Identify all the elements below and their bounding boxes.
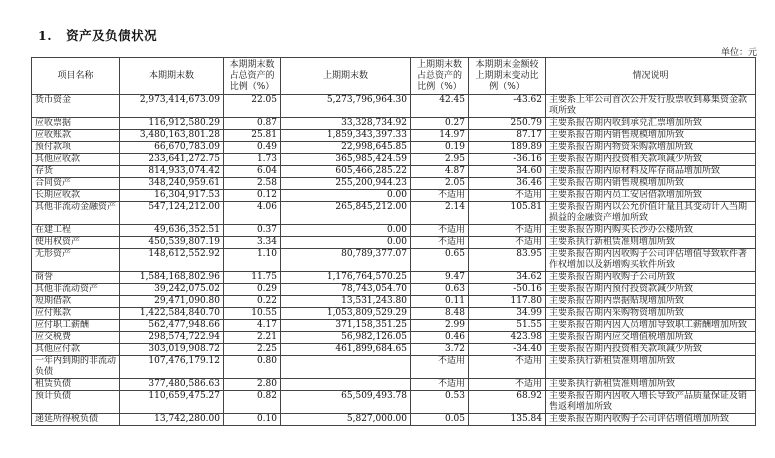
table-row [32,308,756,320]
row-name: 短期借款 [32,296,120,308]
table-row [32,284,756,296]
row-prior-ratio: 2.14 [411,202,469,225]
row-prior: 0.00 [281,225,411,237]
table-row [32,414,756,426]
row-note: 主要系报告期内收购子公司所致 [546,272,756,284]
row-change: 68.92 [469,391,546,414]
row-current-ratio: 0.82 [224,391,281,414]
table-row [32,202,756,225]
row-current: 148,612,552.92 [120,249,224,272]
row-prior: 265,845,212.00 [281,202,411,225]
row-current: 298,574,722.94 [120,332,224,344]
row-name: 预计负债 [32,391,120,414]
row-current: 3,480,163,801.28 [120,130,224,142]
row-name: 其他应付款 [32,344,120,356]
row-current-ratio: 3.34 [224,237,281,249]
table-row [32,332,756,344]
header-change: 本期期末金额较上期期末变动比例（%） [469,58,546,95]
row-prior-ratio: 0.63 [411,284,469,296]
row-prior: 1,053,809,529.29 [281,308,411,320]
row-current: 348,240,959.61 [120,178,224,190]
row-prior: 0.00 [281,190,411,202]
row-note: 主要系报告期内投资相关款项减少所致 [546,344,756,356]
table-row [32,249,756,272]
row-name: 预付款项 [32,142,120,154]
row-current-ratio: 2.25 [224,344,281,356]
table-row [32,154,756,166]
row-current-ratio: 0.12 [224,190,281,202]
table-row [32,178,756,190]
row-note: 主要系报告期内收购子公司评估增值增加所致 [546,414,756,426]
row-prior-ratio: 14.97 [411,130,469,142]
row-current: 814,933,074.42 [120,166,224,178]
row-current-ratio: 0.37 [224,225,281,237]
table-row [32,356,756,379]
table-row [32,237,756,249]
row-note: 主要系报告期内收到承兑汇票增加所致 [546,118,756,130]
row-current: 110,659,475.27 [120,391,224,414]
row-prior-ratio: 9.47 [411,272,469,284]
row-prior-ratio: 3.72 [411,344,469,356]
row-current-ratio: 0.49 [224,142,281,154]
row-prior-ratio: 0.11 [411,296,469,308]
row-note: 主要系执行新租赁准则增加所致 [546,379,756,391]
row-note: 主要系执行新租赁准则增加所致 [546,237,756,249]
row-current-ratio: 1.10 [224,249,281,272]
row-prior: 461,899,684.65 [281,344,411,356]
row-name: 递延所得税负债 [32,414,120,426]
row-current: 1,422,584,840.70 [120,308,224,320]
row-prior-ratio: 2.99 [411,320,469,332]
row-current-ratio: 2.80 [224,379,281,391]
row-name: 一年内到期的非流动负债 [32,356,120,379]
table-row [32,130,756,142]
row-current-ratio: 22.05 [224,95,281,118]
row-current-ratio: 6.04 [224,166,281,178]
row-current-ratio: 0.22 [224,296,281,308]
row-change: -34.40 [469,344,546,356]
table-row [32,166,756,178]
row-note: 主要系报告期内以公允价值计量且其变动计入当期损益的金融资产增加所致 [546,202,756,225]
row-current: 66,670,783.09 [120,142,224,154]
row-current-ratio: 11.75 [224,272,281,284]
row-prior-ratio: 42.45 [411,95,469,118]
row-current: 547,124,212.00 [120,202,224,225]
asset-liability-table [31,57,756,426]
row-prior: 0.00 [281,237,411,249]
row-prior: 80,789,377.07 [281,249,411,272]
row-current-ratio: 2.21 [224,332,281,344]
row-note: 主要系报告期内销售规模增加所致 [546,130,756,142]
row-prior: 605,466,285.22 [281,166,411,178]
table-row [32,272,756,284]
table-row [32,118,756,130]
row-change: 34.60 [469,166,546,178]
row-current-ratio: 4.06 [224,202,281,225]
row-prior: 255,200,944.23 [281,178,411,190]
row-current: 13,742,280.00 [120,414,224,426]
row-change: 105.81 [469,202,546,225]
row-current: 1,584,168,802.96 [120,272,224,284]
row-prior: 1,859,343,397.33 [281,130,411,142]
table-row [32,142,756,154]
row-prior: 22,998,645.85 [281,142,411,154]
row-prior [281,356,411,379]
row-current: 233,641,272.75 [120,154,224,166]
row-current-ratio: 0.80 [224,356,281,379]
row-change: 不适用 [469,237,546,249]
row-current: 116,912,580.29 [120,118,224,130]
header-current-ratio: 本期期末数占总资产的比例（%） [224,58,281,95]
row-note: 主要系报告期内票据贴现增加所致 [546,296,756,308]
header-note: 情况说明 [546,58,756,95]
row-note: 主要系报告期内投资相关款项减少所致 [546,154,756,166]
row-prior: 1,176,764,570.25 [281,272,411,284]
row-prior-ratio: 4.87 [411,166,469,178]
row-note: 主要系报告期内购买长沙办公楼所致 [546,225,756,237]
row-name: 应收账款 [32,130,120,142]
row-prior-ratio: 2.95 [411,154,469,166]
row-change: 135.84 [469,414,546,426]
row-current-ratio: 10.55 [224,308,281,320]
row-note: 主要系报告期内销售规模增加所致 [546,178,756,190]
row-prior-ratio: 8.48 [411,308,469,320]
table-row [32,95,756,118]
row-name: 无形资产 [32,249,120,272]
row-prior-ratio: 不适用 [411,379,469,391]
row-name: 货币资金 [32,95,120,118]
row-change: 34.99 [469,308,546,320]
row-name: 应付职工薪酬 [32,320,120,332]
row-note: 主要系报告期内因收入增长导致产品质量保证及销售返利增加所致 [546,391,756,414]
row-name: 应付账款 [32,308,120,320]
row-name: 其他非流动资产 [32,284,120,296]
table-row [32,379,756,391]
row-name: 商誉 [32,272,120,284]
row-prior: 65,509,493.78 [281,391,411,414]
row-current-ratio: 1.73 [224,154,281,166]
table-row [32,296,756,308]
row-name: 租赁负债 [32,379,120,391]
header-current: 本期期末数 [120,58,224,95]
section-number: 1. [38,28,53,43]
row-prior-ratio: 2.05 [411,178,469,190]
row-name: 其他非流动金融资产 [32,202,120,225]
row-prior [281,379,411,391]
row-change: 不适用 [469,379,546,391]
row-prior-ratio: 0.19 [411,142,469,154]
row-prior: 13,531,243.80 [281,296,411,308]
row-name: 使用权资产 [32,237,120,249]
table-row [32,225,756,237]
header-prior-ratio: 上期期末数占总资产的比例（%） [411,58,469,95]
table-row [32,320,756,332]
row-current: 562,477,948.66 [120,320,224,332]
row-current: 29,471,090.80 [120,296,224,308]
row-note: 主要系报告期内物资采购款增加所致 [546,142,756,154]
row-change: 不适用 [469,190,546,202]
row-prior-ratio: 不适用 [411,237,469,249]
header-item: 项目名称 [32,58,120,95]
row-change: -36.16 [469,154,546,166]
row-current: 303,019,908.72 [120,344,224,356]
row-prior: 371,158,351.25 [281,320,411,332]
row-prior: 56,982,126.05 [281,332,411,344]
row-change: 不适用 [469,356,546,379]
row-change: 117.80 [469,296,546,308]
header-prior: 上期期末数 [281,58,411,95]
row-prior-ratio: 不适用 [411,190,469,202]
row-note: 主要系报告期内预付投资款减少所致 [546,284,756,296]
row-current-ratio: 4.17 [224,320,281,332]
row-current: 107,476,179.12 [120,356,224,379]
row-change: 87.17 [469,130,546,142]
row-change: 不适用 [469,225,546,237]
row-name: 其他应收款 [32,154,120,166]
row-current-ratio: 0.29 [224,284,281,296]
section-title-text: 资产及负债状况 [66,28,158,43]
row-name: 存货 [32,166,120,178]
unit-label: 单位：元 [720,48,757,58]
row-current-ratio: 0.10 [224,414,281,426]
row-note: 主要系报告期内员工安居借款增加所致 [546,190,756,202]
row-current: 16,304,917.53 [120,190,224,202]
row-current-ratio: 0.87 [224,118,281,130]
row-prior-ratio: 不适用 [411,225,469,237]
row-change: 250.79 [469,118,546,130]
row-name: 应收票据 [32,118,120,130]
row-change: 36.46 [469,178,546,190]
row-prior: 5,273,796,964.30 [281,95,411,118]
row-note: 主要系上年公司首次公开发行股票收到募集资金款项所致 [546,95,756,118]
row-current: 377,480,586.63 [120,379,224,391]
row-note: 主要系报告期内因收购子公司评估增值导致软件著作权增加以及新增购买软件所致 [546,249,756,272]
row-current-ratio: 2.58 [224,178,281,190]
row-note: 主要系报告期内原材料及库存商品增加所致 [546,166,756,178]
row-prior-ratio: 不适用 [411,356,469,379]
row-prior: 5,827,000.00 [281,414,411,426]
row-change: 34.62 [469,272,546,284]
row-note: 主要系报告期内应交增值税增加所致 [546,332,756,344]
row-current: 2,973,414,673.09 [120,95,224,118]
row-prior-ratio: 0.46 [411,332,469,344]
row-prior-ratio: 0.27 [411,118,469,130]
row-prior: 365,985,424.59 [281,154,411,166]
table-row [32,391,756,414]
row-note: 主要系报告期内采购物资增加所致 [546,308,756,320]
table-row [32,190,756,202]
row-name: 长期应收款 [32,190,120,202]
row-prior-ratio: 0.05 [411,414,469,426]
row-name: 应交税费 [32,332,120,344]
row-change: 51.55 [469,320,546,332]
row-note: 主要系执行新租赁准则增加所致 [546,356,756,379]
row-current: 39,242,075.02 [120,284,224,296]
row-change: -50.16 [469,284,546,296]
row-change: -43.62 [469,95,546,118]
row-current: 49,636,352.51 [120,225,224,237]
section-title [38,26,157,44]
row-name: 合同资产 [32,178,120,190]
row-prior-ratio: 0.65 [411,249,469,272]
table-row [32,344,756,356]
row-change: 423.98 [469,332,546,344]
row-prior-ratio: 0.53 [411,391,469,414]
row-current-ratio: 25.81 [224,130,281,142]
row-prior: 78,743,054.70 [281,284,411,296]
row-name: 在建工程 [32,225,120,237]
row-note: 主要系报告期内因人员增加导致职工薪酬增加所致 [546,320,756,332]
row-current: 450,539,807.19 [120,237,224,249]
row-change: 189.89 [469,142,546,154]
table-header-row [32,58,756,95]
row-prior: 33,328,734.92 [281,118,411,130]
row-change: 83.95 [469,249,546,272]
